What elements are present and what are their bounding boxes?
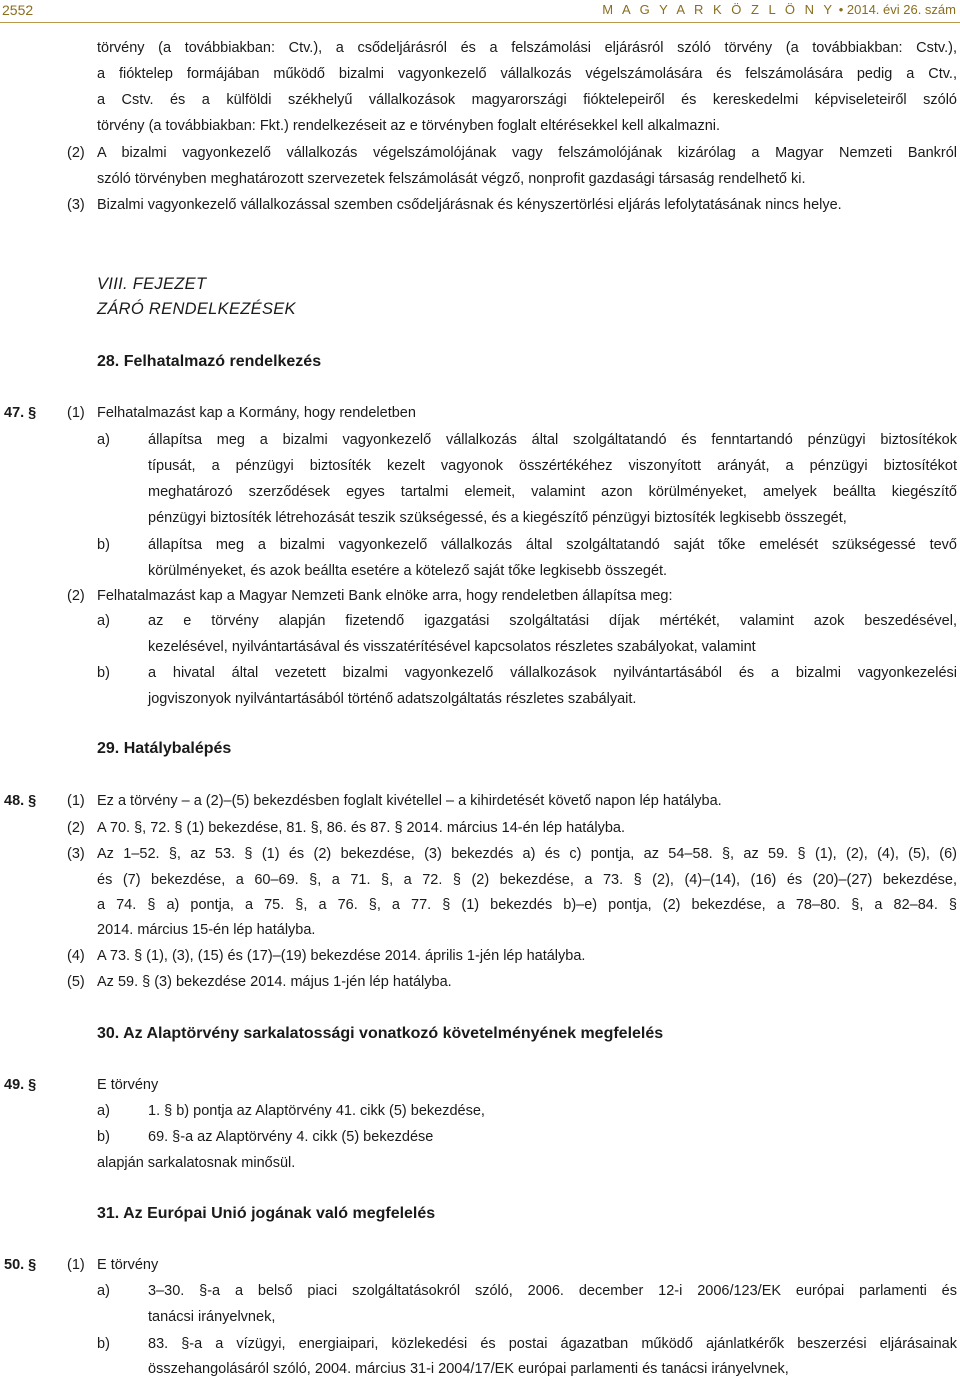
paragraph-number: (3) bbox=[67, 197, 85, 213]
journal-title bbox=[602, 2, 956, 17]
text-line: Felhatalmazást kap a Kormány, hogy rendeletben bbox=[97, 405, 416, 421]
text-line: a fióktelep formájában működő bizalmi vagyonkezelő vállalkozás végelszámolására és felszámolására pedig a Ctv., bbox=[97, 66, 957, 82]
text-line: A 70. §, 72. § (1) bekezdése, 81. §, 86. és 87. § 2014. március 14-én lép hatályba. bbox=[97, 820, 625, 836]
point-label: b) bbox=[97, 537, 110, 553]
chapter-title: ZÁRÓ RENDELKEZÉSEK bbox=[97, 300, 296, 318]
paragraph-number: (1) bbox=[67, 405, 85, 421]
section-heading: 30. Az Alaptörvény sarkalatossági vonatkozó követelményének megfelelés bbox=[97, 1025, 664, 1042]
header-rule bbox=[0, 22, 960, 23]
text-line: 83. §-a a vízügyi, energiaipari, közlekedési és postai ágazatban működő ajánlatkérők beszerzési eljárásainak bbox=[148, 1336, 957, 1352]
paragraph-label: 48. § bbox=[4, 793, 37, 809]
point-label: a) bbox=[97, 1283, 110, 1299]
issue-label: 2014. évi 26. szám bbox=[846, 2, 956, 17]
text-line: összehangolásáról szóló, 2004. március 31-i 2004/17/EK európai parlamenti és tanácsi irányelvnek, bbox=[148, 1361, 789, 1377]
text-line: 2014. március 15-én lép hatályba. bbox=[97, 922, 316, 938]
text-line: 1. § b) pontja az Alaptörvény 41. cikk (5) bekezdése, bbox=[148, 1103, 485, 1119]
chapter-number: VIII. FEJEZET bbox=[97, 275, 207, 293]
text-line: 69. §-a az Alaptörvény 4. cikk (5) bekezdése bbox=[148, 1129, 434, 1145]
text-line: Bizalmi vagyonkezelő vállalkozással szemben csődeljárásnak és kényszertörlési eljárás lefolytatásának nincs helye. bbox=[97, 197, 842, 213]
paragraph-label: 50. § bbox=[4, 1257, 37, 1273]
text-line: Ez a törvény – a (2)–(5) bekezdésben foglalt kivétellel – a kihirdetését követő napon lép hatályba. bbox=[97, 793, 722, 809]
point-label: b) bbox=[97, 1336, 110, 1352]
text-line: E törvény bbox=[97, 1077, 159, 1093]
text-line: körülményeket, és azok beállta esetére a kötelező saját tőke legkisebb összegét. bbox=[148, 563, 668, 579]
text-line: jogviszonyok nyilvántartásából történő adatszolgáltatás részletes szabályait. bbox=[148, 691, 637, 707]
text-line: A bizalmi vagyonkezelő vállalkozás végelszámolójának vagy felszámolójának kizárólag a Magyar Nemzeti Bankról bbox=[97, 145, 957, 161]
point-label: b) bbox=[97, 665, 110, 681]
paragraph-number: (1) bbox=[67, 793, 85, 809]
text-line: E törvény bbox=[97, 1257, 159, 1273]
text-line: az e törvény alapján fizetendő igazgatási szolgáltatási díjak mértékét, valamint azok beszedésével, bbox=[148, 613, 957, 629]
point-label: a) bbox=[97, 1103, 110, 1119]
text-line: szóló törvényben meghatározott szervezetek felszámolását végző, nonprofit gazdasági társaság rendelhető ki. bbox=[97, 171, 806, 187]
text-line: a 74. § a) pontja, a 75. §, a 76. §, a 77. § (1) bekezdés b)–e) pontja, (2) bekezdése, a 78–80. §, a 82–84. § bbox=[97, 897, 957, 913]
paragraph-number: (4) bbox=[67, 948, 85, 964]
text-line: kezelésével, nyilvántartásával és visszatérítésével kapcsolatos részletes szabályokat, valamint bbox=[148, 639, 756, 655]
text-line: Felhatalmazást kap a Magyar Nemzeti Bank elnöke arra, hogy rendeletben állapítsa meg: bbox=[97, 588, 673, 604]
page-header bbox=[0, 0, 960, 26]
text-line: a hivatal által vezetett bizalmi vagyonkezelő vállalkozások nyilvántartásából és a bizalmi vagyonkezelési bbox=[148, 665, 957, 681]
text-line: és (7) bekezdése, a 60–69. §, a 71. §, a 72. § (2) bekezdése, a 73. § (2), (4)–(14), (16) és (20)–(27) bekezdése, bbox=[97, 872, 957, 888]
text-line: A 73. § (1), (3), (15) és (17)–(19) bekezdése 2014. április 1-jén lép hatályba. bbox=[97, 948, 586, 964]
point-label: a) bbox=[97, 613, 110, 629]
text-line: 3–30. §-a a belső piaci szolgáltatásokról szóló, 2006. december 12-i 2006/123/EK európai parlamenti és bbox=[148, 1283, 957, 1299]
text-line: a Cstv. és a külföldi székhelyű vállalkozások magyarországi fióktelepeiről és kereskedelmi képviseleteiről szóló bbox=[97, 92, 957, 108]
text-line: állapítsa meg a bizalmi vagyonkezelő vállalkozás által szolgáltatandó saját tőke emelését szükségessé tevő bbox=[148, 537, 957, 553]
paragraph-number: (2) bbox=[67, 588, 85, 604]
text-line: Az 1–52. §, az 53. § (1) és (2) bekezdése, (3) bekezdés a) és c) pontja, az 54–58. §, az 59. § (1), (2), (4), (5), (6) bbox=[97, 846, 957, 862]
section-heading: 29. Hatálybalépés bbox=[97, 740, 232, 757]
paragraph-number: (2) bbox=[67, 820, 85, 836]
text-line: meghatározó szerződések egyes tartalmi elemeit, valamint azon körülményeket, amelyek beállta kiegészítő bbox=[148, 484, 957, 500]
paragraph-label: 47. § bbox=[4, 405, 37, 421]
text-line: állapítsa meg a bizalmi vagyonkezelő vállalkozás által szolgáltatandó és fenntartandó pénzügyi biztosítékok bbox=[148, 432, 957, 448]
text-line: törvény (a továbbiakban: Fkt.) rendelkezéseit az e törvényben foglalt eltérésekkel kell alkalmazni. bbox=[97, 118, 721, 134]
paragraph-number: (5) bbox=[67, 974, 85, 990]
paragraph-label: 49. § bbox=[4, 1077, 37, 1093]
text-line: típusát, a pénzügyi biztosíték kezelt vagyonok összértékéhez viszonyított arányát, a pénzügyi biztosítékot bbox=[148, 458, 957, 474]
section-heading: 28. Felhatalmazó rendelkezés bbox=[97, 353, 322, 370]
paragraph-number: (2) bbox=[67, 145, 85, 161]
paragraph-number: (3) bbox=[67, 846, 85, 862]
journal-name: M A G Y A R K Ö Z L Ö N Y bbox=[602, 2, 836, 17]
point-label: b) bbox=[97, 1129, 110, 1145]
point-label: a) bbox=[97, 432, 110, 448]
text-line: törvény (a továbbiakban: Ctv.), a csődeljárásról és a felszámolási eljárásról szóló törvény (a továbbiakban: Cstv.), bbox=[97, 40, 957, 56]
page-number: 2552 bbox=[2, 2, 34, 18]
text-line: tanácsi irányelvnek, bbox=[148, 1309, 276, 1325]
paragraph-number: (1) bbox=[67, 1257, 85, 1273]
section-heading: 31. Az Európai Unió jogának való megfelelés bbox=[97, 1205, 436, 1222]
text-line: alapján sarkalatosnak minősül. bbox=[97, 1155, 296, 1171]
text-line: pénzügyi biztosíték létrehozását teszik szükségessé, és a kiegészítő pénzügyi biztosíték legkisebb összegét, bbox=[148, 510, 847, 526]
text-line: Az 59. § (3) bekezdése 2014. május 1-jén lép hatályba. bbox=[97, 974, 452, 990]
header-bullet: • bbox=[838, 2, 844, 17]
